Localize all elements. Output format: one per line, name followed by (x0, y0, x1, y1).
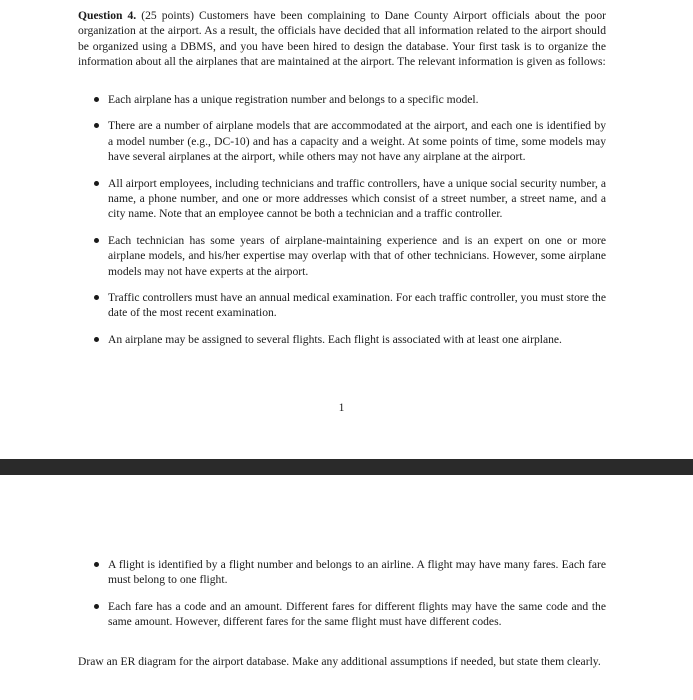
list-item (94, 332, 606, 347)
list-item-text: Each fare has a code and an amount. Different fares for different flights may have the same code and the same amount. However, different fares for the same flight must have different codes. (108, 599, 606, 629)
requirements-list (94, 92, 606, 347)
list-item-text: Traffic controllers must have an annual medical examination. For each traffic controller, you must store the date of the most recent examination. (108, 291, 606, 320)
page-number: 1 (338, 401, 345, 414)
question-paragraph (78, 8, 606, 70)
list-item (94, 176, 606, 222)
closing-instruction: Draw an ER diagram for the airport database. Make any additional assumptions if needed, but state them clearly. (78, 655, 601, 668)
list-item (94, 290, 606, 321)
list-item-text: All airport employees, including technicians and traffic controllers, have a unique social security number, a name, a phone number, and one or more addresses which consist of a street number, a street name, and a city name. Note that an employee cannot be both a technician and a traffic controller. (108, 176, 606, 221)
list-item (94, 92, 606, 107)
list-item-text: Each airplane has a unique registration number and belongs to a specific model. (108, 93, 479, 106)
bullet-icon (94, 123, 99, 128)
list-item (94, 557, 606, 588)
requirements-list-continued (94, 557, 606, 630)
page-separator (0, 459, 693, 475)
list-item (94, 599, 606, 630)
bullet-icon (94, 97, 99, 102)
bullet-icon (94, 337, 99, 342)
bullet-icon (94, 295, 99, 300)
question-title: Question 4. (78, 9, 137, 22)
list-item-text: An airplane may be assigned to several flights. Each flight is associated with at least one airplane. (108, 332, 562, 346)
document-page-2 (0, 475, 693, 700)
list-item (94, 118, 606, 164)
list-item-text: There are a number of airplane models that are accommodated at the airport, and each one is identified by a model number (e.g., DC-10) and has a capacity and a weight. At some points of time, some models may have several airplanes at the airport, while others may not have any airplane at the airport. (108, 119, 606, 164)
list-item-text: Each technician has some years of airplane-maintaining experience and is an expert on one or more airplane models, and his/her expertise may overlap with that of other technicians. However, some airplane models may not have experts at the airport. (108, 233, 606, 278)
list-item (94, 233, 606, 279)
bullet-icon (94, 238, 99, 243)
bullet-icon (94, 562, 99, 567)
bullet-icon (94, 604, 99, 609)
question-intro: (25 points) Customers have been complaining to Dane County Airport officials about the poor organization at the airport. As a result, the officials have decided that all information related to the airport should be organized using a DBMS, and you have been hired to design the database. Your first task is to organize the information about all the airplanes that are maintained at the airport. The relevant information is given as follows: (78, 9, 606, 69)
list-item-text: A flight is identified by a flight number and belongs to an airline. A flight may have many fares. Each fare must belong to one flight. (108, 558, 606, 587)
bullet-icon (94, 181, 99, 186)
